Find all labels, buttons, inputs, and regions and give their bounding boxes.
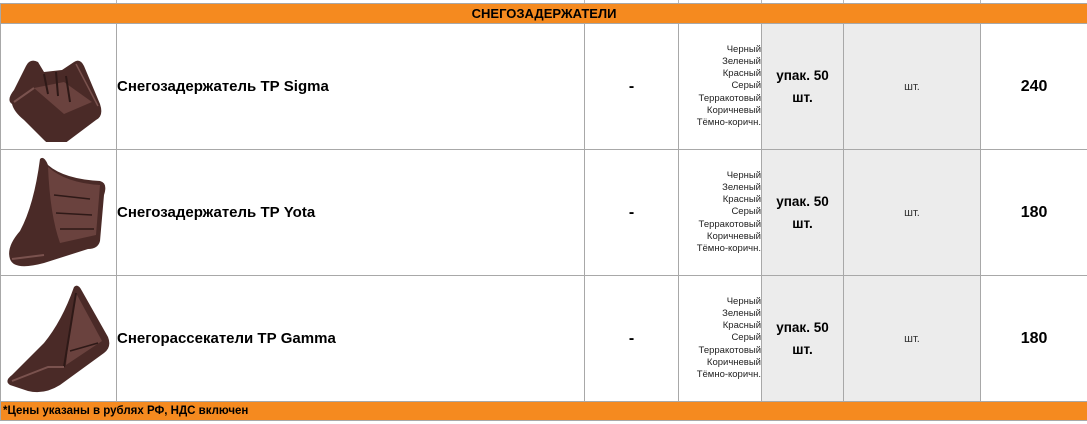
color-option: Серый xyxy=(731,80,761,92)
color-option: Красный xyxy=(722,320,761,332)
color-option: Тёмно-коричн. xyxy=(696,369,761,380)
price-table xyxy=(0,3,1087,421)
product-price: 180 xyxy=(981,150,1087,276)
product-pack xyxy=(762,150,844,276)
pack-unit: шт. xyxy=(792,89,813,105)
product-name: Снегозадержатель ТР Yota xyxy=(117,150,585,276)
pack-qty: упак. 50 xyxy=(776,319,829,335)
product-price: 180 xyxy=(981,276,1087,402)
section-header-row xyxy=(1,4,1087,24)
product-image-cell xyxy=(1,24,117,150)
product-image-cell xyxy=(1,276,117,402)
product-article: - xyxy=(585,276,679,402)
color-option: Зеленый xyxy=(722,181,761,193)
pack-unit: шт. xyxy=(792,215,813,231)
color-option: Коричневый xyxy=(706,230,761,242)
pack-qty: упак. 50 xyxy=(776,67,829,83)
snow-guard-sigma-icon xyxy=(4,32,114,142)
color-option: Терракотовый xyxy=(698,344,761,356)
color-option: Черный xyxy=(726,169,761,181)
footer-note: *Цены указаны в рублях РФ, НДС включен xyxy=(1,402,1087,421)
product-pack xyxy=(762,24,844,150)
color-option: Терракотовый xyxy=(698,92,761,104)
color-option: Терракотовый xyxy=(698,218,761,230)
product-pack xyxy=(762,276,844,402)
color-option: Красный xyxy=(722,68,761,80)
color-option: Серый xyxy=(731,332,761,344)
table-row xyxy=(1,150,1087,276)
product-unit: шт. xyxy=(844,24,981,150)
color-option: Коричневый xyxy=(706,356,761,368)
color-option: Серый xyxy=(731,206,761,218)
color-option: Тёмно-коричн. xyxy=(696,243,761,254)
color-option: Черный xyxy=(726,43,761,55)
color-option: Красный xyxy=(722,194,761,206)
product-colors xyxy=(679,150,762,276)
product-unit: шт. xyxy=(844,276,981,402)
pack-unit: шт. xyxy=(792,341,813,357)
product-colors xyxy=(679,276,762,402)
product-price: 240 xyxy=(981,24,1087,150)
color-option: Зеленый xyxy=(722,55,761,67)
color-option: Зеленый xyxy=(722,307,761,319)
product-article: - xyxy=(585,150,679,276)
snow-splitter-gamma-icon xyxy=(4,281,114,396)
product-article: - xyxy=(585,24,679,150)
product-name: Снегозадержатель ТР Sigma xyxy=(117,24,585,150)
product-unit: шт. xyxy=(844,150,981,276)
product-colors xyxy=(679,24,762,150)
section-title: СНЕГОЗАДЕРЖАТЕЛИ xyxy=(1,4,1087,24)
table-row xyxy=(1,276,1087,402)
pack-qty: упак. 50 xyxy=(776,193,829,209)
table-row xyxy=(1,24,1087,150)
product-name: Снегорассекатели ТР Gamma xyxy=(117,276,585,402)
color-option: Коричневый xyxy=(706,104,761,116)
product-image-cell xyxy=(1,150,117,276)
color-option: Тёмно-коричн. xyxy=(696,117,761,128)
color-option: Черный xyxy=(726,295,761,307)
footer-row xyxy=(1,402,1087,421)
snow-guard-yota-icon xyxy=(4,155,114,270)
